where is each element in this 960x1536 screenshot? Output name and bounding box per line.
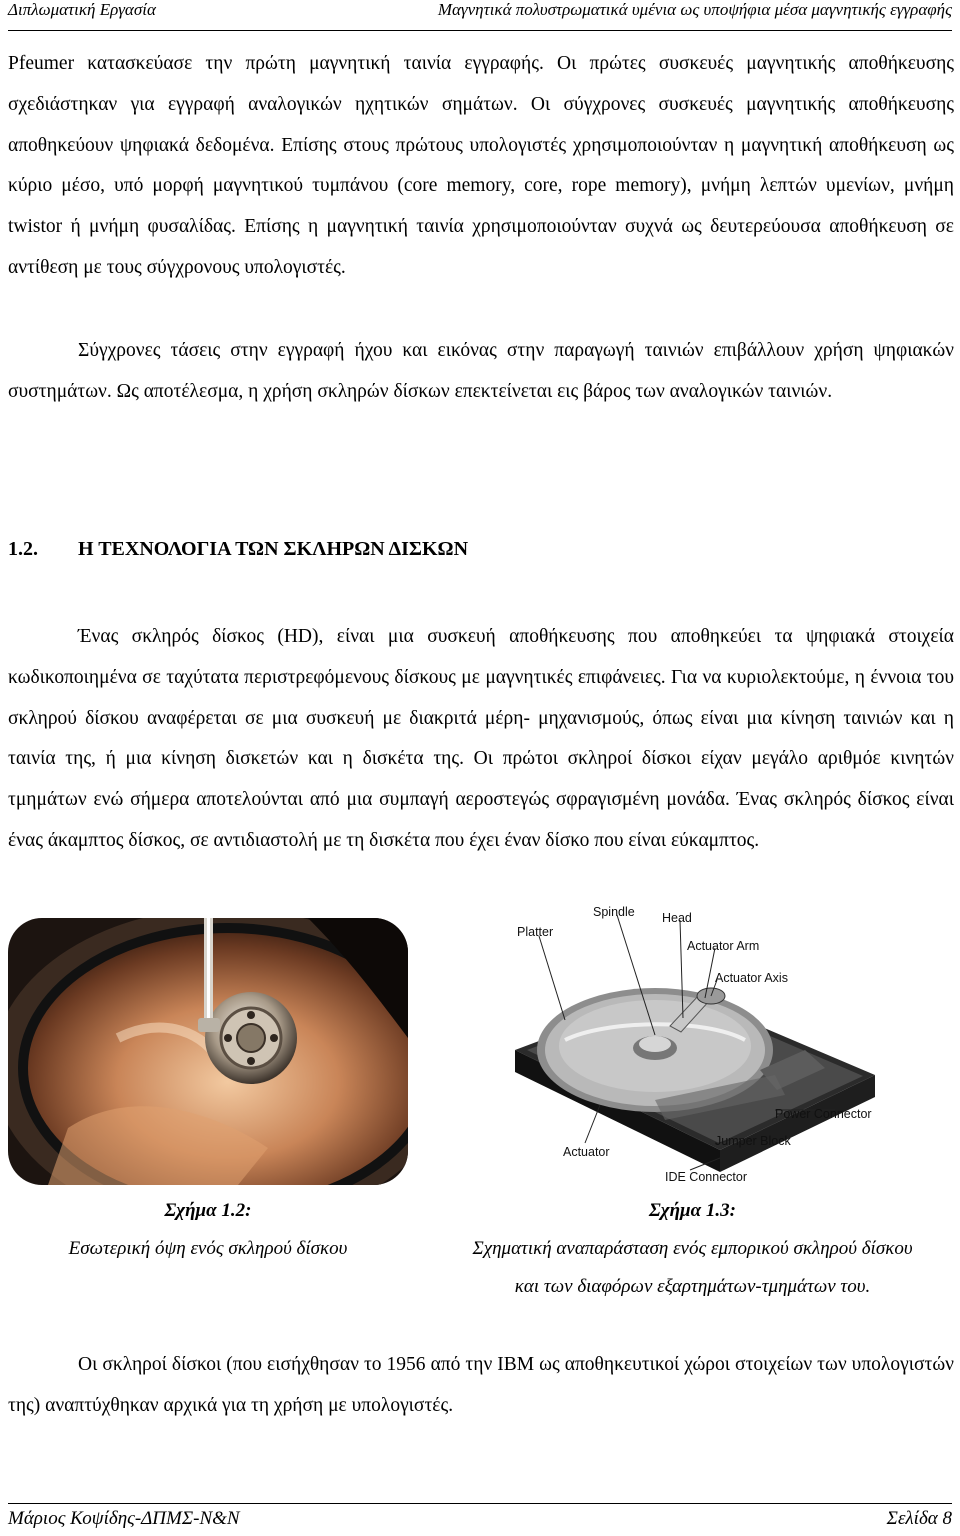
label-actuator: Actuator [563, 1145, 610, 1159]
label-actuator-arm: Actuator Arm [687, 939, 760, 953]
label-head: Head [662, 911, 692, 925]
figure-1-2-title: Σχήμα 1.2: [164, 1200, 252, 1221]
section-title: Η ΤΕΧΝΟΛΟΓΙΑ ΤΩΝ ΣΚΛΗΡΩΝ ΔΙΣΚΩΝ [78, 538, 469, 560]
hard-disk-photo-illustration [8, 918, 408, 1185]
label-platter: Platter [517, 925, 554, 939]
label-power-connector: Power Connector [775, 1107, 872, 1121]
paragraph-2: Σύγχρονες τάσεις στην εγγραφή ήχου και εικόνας στην παραγωγή ταινιών επιβάλλουν χρήση ψηφιακών συστημάτων. Ως αποτέλεσμα, η χρήση σκληρών δίσκων επεκτείνεται εις βάρος των αναλογικών ταινιών. [8, 340, 954, 402]
page-header [8, 0, 952, 31]
header-left-text: Διπλωματική Εργασία [8, 0, 156, 19]
label-ide-connector: IDE Connector [665, 1170, 747, 1184]
figure-1-3-caption-line1: Σχηματική αναπαράσταση ενός εμπορικού σκληρού δίσκου [472, 1238, 913, 1259]
paragraph-4: Οι σκληροί δίσκοι (που εισήχθησαν το 1956 από την IBM ως αποθηκευτικοί χώροι στοιχείων των υπολογιστών της) αναπτύχθηκαν αρχικά για τη χρήση με υπολογιστές. [8, 1354, 954, 1416]
hard-disk-schematic [505, 900, 890, 1190]
footer-author: Μάριος Κοψίδης-ΔΠΜΣ-Ν&Ν [8, 1508, 240, 1529]
hard-disk-schematic-illustration [505, 900, 890, 1190]
label-jumper-block: Jumper Block [715, 1134, 791, 1148]
footer-page-number: Σελίδα 8 [886, 1508, 952, 1529]
paragraph-1: Pfeumer κατασκεύασε την πρώτη μαγνητική ταινία εγγραφής. Οι πρώτες συσκευές μαγνητικής αποθήκευσης σχεδιάστηκαν για εγγραφή αναλογικών ηχητικών σημάτων. Οι σύγχρονες συσκευές μαγνητικής αποθήκευσης αποθηκεύουν ψηφιακά δεδομένα. Επίσης στους πρώτους υπολογιστές χρησιμοποιούνταν η μαγνητική αποθήκευση ως κύριο μέσο, υπό μορφή μαγνητικού τυμπάνου (core memory, core, rope memory), μνήμη λεπτών υμενίων, μνήμη twistor ή μνήμη φυσαλίδας. Επίσης η μαγνητική ταινία χρησιμοποιούνταν συχνά ως δευτερεύουσα αποθήκευση σε αντίθεση με τους σύγχρονους υπολογιστές. [8, 53, 954, 278]
figure-1-2-caption: Εσωτερική όψη ενός σκληρού δίσκου [68, 1238, 348, 1259]
paragraph-3: Ένας σκληρός δίσκος (HD), είναι μια συσκευή αποθήκευσης που αποθηκεύει τα ψηφιακά στοιχεία κωδικοποιημένα σε ταχύτατα περιστρεφόμενους δίσκους με μαγνητικές επιφάνειες. Για να κυριολεκτούμε, η έννοια του σκληρού δίσκου αναφέρεται σε μια συσκευή με διακριτά μέρη- μηχανισμούς, όπως είναι μια κίνηση ταινιών και η ταινία της, ή μια κίνηση δισκετών και η δισκέτα της. Οι πρώτοι σκληροί δίσκοι είχαν μεγάλο αριθμόε κινητών τμημάτων ενώ σήμερα αποτελούνται από μια συμπαγή αεροστεγώς σφραγισμένη μονάδα. Ένας σκληρός δίσκος είναι ένας άκαμπτος δίσκος, σε αντιδιαστολή με τη δισκέτα που έχει έναν δίσκο που είναι εύκαμπτος. [8, 626, 954, 851]
header-right-text: Μαγνητικά πολυστρωματικά υμένια ως υποψήφια μέσα μαγνητικής εγγραφής [437, 0, 952, 19]
hard-disk-interior-photo [8, 918, 408, 1185]
section-number: 1.2. [8, 538, 38, 560]
figure-1-3-caption-line2: και των διαφόρων εξαρτημάτων-τμημάτων του. [514, 1276, 871, 1297]
page-footer [8, 1503, 952, 1536]
label-spindle: Spindle [593, 905, 635, 919]
figure-1-3-title: Σχήμα 1.3: [649, 1200, 736, 1221]
section-heading [8, 538, 468, 561]
label-actuator-axis: Actuator Axis [715, 971, 788, 985]
